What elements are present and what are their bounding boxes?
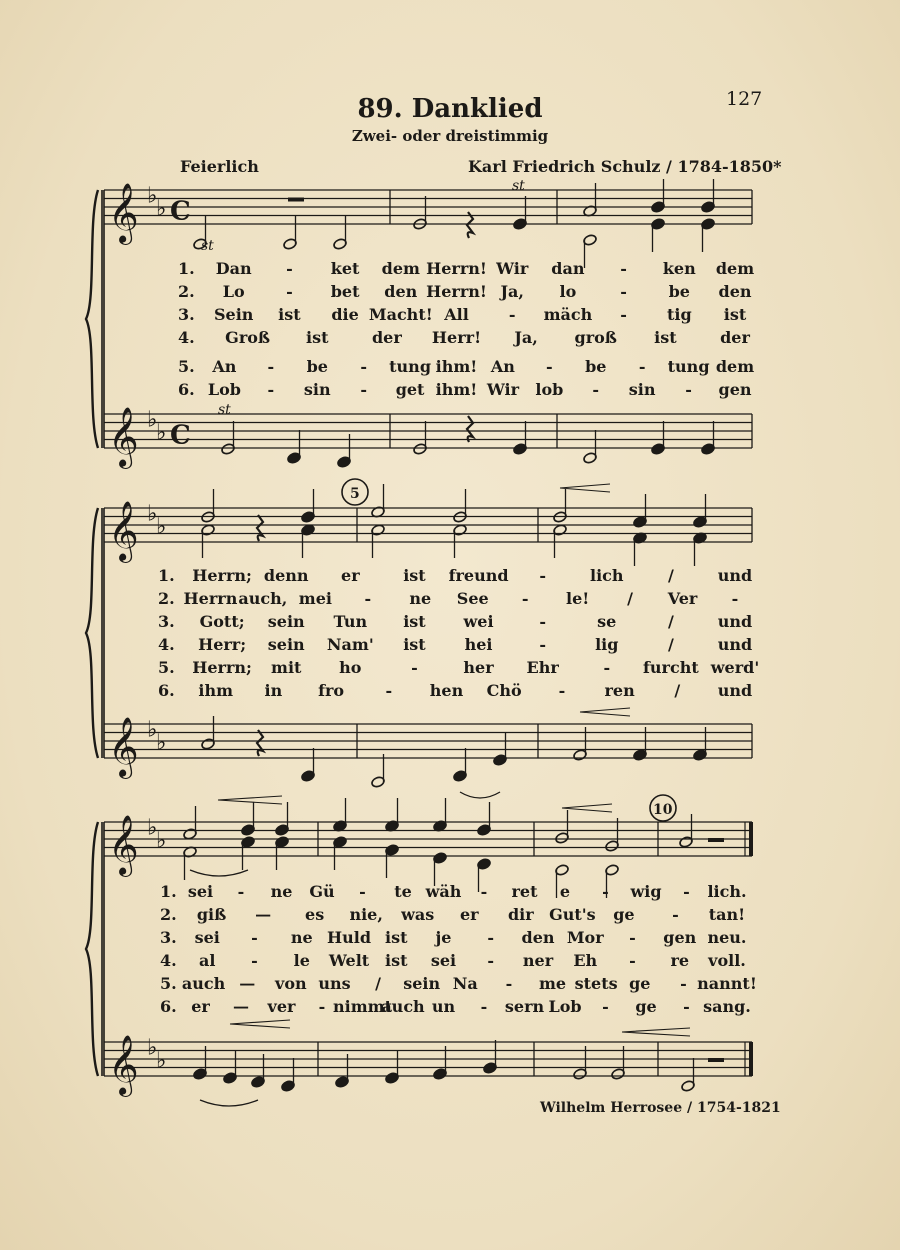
lyric-syllable: — [239,974,256,993]
lyric-syllable: wig [630,882,662,901]
lyric-syllable: ren [604,681,635,700]
verse-number: 2. [160,905,177,924]
lyric-syllable: sein [267,635,305,654]
lyric-syllable: und [717,566,753,585]
lyric-syllable: Lo [222,282,245,301]
verse-number: 2. [178,282,195,301]
lyric-syllable: lo [559,282,577,301]
hairpin [218,796,282,804]
lyric-syllable: Herr! [431,328,482,347]
lyric-syllable: - [620,259,627,278]
system-brace [86,822,98,1076]
lyric-syllable: er [459,905,479,924]
lyric-syllable: ist [278,305,301,324]
lyric-syllable: werd' [710,658,760,677]
lyric-syllable: - [508,305,516,324]
lyric-syllable: es [305,905,325,924]
lyric-syllable: Lob [207,380,241,399]
lyric-syllable: sei [430,951,457,970]
lyric-syllable: lob [535,380,564,399]
lyric-syllable: An [212,357,237,376]
lyric-syllable: / [667,635,674,654]
lyric-syllable: - [364,589,372,608]
lyric-syllable: er [341,566,360,585]
lyric-syllable: wäh [425,882,462,901]
song-title: 89. Danklied [357,94,543,124]
lyric-syllable: - [629,928,636,947]
lyric-syllable: dir [507,905,534,924]
key-flat: ♭ [156,1048,167,1074]
lyric-syllable: - [267,357,275,376]
lyric-syllable: Sein [213,305,254,324]
slur [460,792,500,798]
lyric-syllable: der [371,328,402,347]
slur [200,1100,258,1106]
lyric-syllable: Dan [215,259,252,278]
lyric-syllable: ret [511,882,538,901]
lyric-syllable: ne [270,882,293,901]
lyric-syllable: / [667,612,674,631]
lyric-syllable: - [359,882,366,901]
lyric-syllable: ist [723,305,747,324]
lyric-syllable: - [237,882,245,901]
st-mark-3: st [218,402,231,418]
verse-number: 5. [160,974,177,993]
lyric-syllable: tung [667,357,710,376]
lyric-syllable: sang. [703,997,751,1016]
treble-clef: 𝄞 [108,407,139,467]
key-flat: ♭ [147,1035,158,1061]
lyric-syllable: - [620,282,627,301]
lyric-syllable: - [480,997,488,1016]
lyric-syllable: sei [187,882,214,901]
lyric-syllable: bet [330,282,360,301]
lyric-syllable: der [720,328,750,347]
half-rest [708,838,724,842]
lyric-syllable: uns [318,974,351,993]
key-flat: ♭ [156,514,167,540]
treble-clef: 𝄞 [108,1035,139,1095]
verse-number: 4. [158,635,175,654]
lyric-syllable: Ver [667,589,698,608]
lyric-syllable: - [521,589,529,608]
lyric-syllable: Welt [328,951,370,970]
lyric-syllable: - [680,974,687,993]
st-mark-2: st [512,178,525,194]
lyric-syllable: ist [385,951,408,970]
whole-rest [288,198,304,202]
lyric-syllable: groß [574,328,617,347]
verse-number: 4. [160,951,177,970]
lyric-syllable: ihm [198,681,234,700]
lyric-syllable: be [668,282,690,301]
lyric-syllable: - [539,612,546,631]
lyric-syllable: - [318,997,326,1016]
lyric-syllable: Chö [486,681,522,700]
measure-number-5: 5 [350,486,360,502]
lyric-syllable: ver [267,997,296,1016]
system-brace [86,190,98,448]
lyric-syllable: Tun [333,612,368,631]
lyric-syllable: Mor [566,928,604,947]
verse-number: 3. [160,928,177,947]
lyric-syllable: und [717,612,753,631]
system-brace [86,508,98,758]
lyric-syllable: - [267,380,275,399]
lyric-syllable: - [505,974,513,993]
verse-number: 3. [158,612,175,631]
lyric-syllable: nannt! [697,974,757,993]
lyric-syllable: den [384,282,418,301]
verse-number: 6. [158,681,175,700]
lyric-syllable: Ja, [500,282,524,301]
lyric-syllable: freund [448,566,509,585]
lyric-syllable: - [286,259,293,278]
lyric-syllable: - [672,905,679,924]
lyric-syllable: Gut's [549,905,596,924]
lyric-syllable: Herrn! [426,259,487,278]
lyric-syllable: ist [403,566,426,585]
lyric-syllable: lig [595,635,619,654]
lyric-syllable: Herrn [183,589,238,608]
lyric-syllable: - [480,882,488,901]
lyric-syllable: re [670,951,690,970]
lyric-syllable: An [490,357,515,376]
lyric-syllable: Gü [309,882,335,901]
verse-number: 3. [178,305,195,324]
lyric-syllable: - [251,928,258,947]
lyric-syllable: von [275,974,307,993]
lyric-syllable: hen [429,681,464,700]
lyric-syllable: See [456,589,489,608]
lyric-syllable: tung [389,357,432,376]
key-flat: ♭ [156,730,167,756]
time-signature: C [170,420,191,451]
lyric-syllable: Ehr [526,658,559,677]
hairpin [622,1028,690,1036]
lyric-syllable: Wir [486,380,520,399]
hairpin [560,484,610,492]
lyric-syllable: - [411,658,418,677]
lyric-syllable: her [463,658,494,677]
quarter-rest [257,730,263,756]
lyric-syllable: - [602,997,609,1016]
lyric-syllable: nie, [349,905,383,924]
lyric-syllable: ist [403,612,426,631]
lyric-syllable: - [385,681,393,700]
lyric-syllable: wei [463,612,494,631]
lyric-syllable: Lob [548,997,582,1016]
treble-clef: 𝄞 [108,501,139,561]
lyric-syllable: Herrn; [192,658,252,677]
lyric-syllable: ist [654,328,677,347]
treble-clef: 𝄞 [108,717,139,777]
lyric-syllable: All [444,305,469,324]
lyric-syllable: / [674,681,681,700]
lyric-syllable: Groß [225,328,271,347]
key-flat: ♭ [147,717,158,743]
lyric-syllable: tig [666,305,692,324]
st-mark-1: st [201,238,214,254]
verse-number: 1. [178,259,195,278]
lyric-syllable: ihm! [435,380,478,399]
lyric-syllable: sern [504,997,545,1016]
lyric-syllable: Eh [573,951,598,970]
lyric-syllable: - [558,681,566,700]
treble-clef: 𝄞 [108,815,139,875]
lyric-syllable: sein [267,612,305,631]
lyric-syllable: und [717,635,753,654]
lyric-syllable: / [375,974,381,993]
hairpin [230,1020,290,1028]
lyric-syllable: und [717,681,753,700]
lyric-syllable: - [286,282,293,301]
lyric-syllable: mei [298,589,332,608]
lyricist-credit: Wilhelm Herrosee / 1754-1821 [540,1100,781,1116]
measure-number-10: 10 [653,802,673,818]
verse-number: 5. [158,658,175,677]
lyric-syllable: — [255,905,272,924]
lyric-syllable: - [487,928,495,947]
lyric-syllable: sei [194,928,220,947]
lyric-syllable: ihm! [435,357,478,376]
lyric-syllable: sin [628,380,656,399]
lyric-syllable: ho [339,658,362,677]
lyric-syllable: Herr; [198,635,247,654]
lyric-syllable: Ja, [514,328,538,347]
lyric-syllable: / [667,566,674,585]
lyric-syllable: in [264,681,283,700]
lyric-syllable: — [233,997,249,1016]
lyric-syllable: voll. [708,951,746,970]
lyric-syllable: lich [590,566,624,585]
page-number: 127 [726,88,763,110]
lyric-syllable: lich. [707,882,747,901]
lyric-syllable: fro [318,681,345,700]
lyric-syllable: ge [635,997,657,1016]
lyric-syllable: - [683,997,690,1016]
lyric-syllable: dem [381,259,420,278]
lyric-syllable: hei [464,635,493,654]
lyric-syllable: le! [565,589,590,608]
lyric-syllable: ne [409,589,432,608]
hairpin [562,804,612,812]
lyric-syllable: er [191,997,210,1016]
lyric-syllable: un [431,997,456,1016]
lyric-syllable: ner [522,951,554,970]
lyric-syllable: se [597,612,617,631]
lyric-syllable: me [538,974,567,993]
lyric-syllable: dan [551,259,585,278]
lyric-syllable: dem [715,357,755,376]
lyric-syllable: - [731,589,739,608]
key-flat: ♭ [156,196,167,222]
lyric-syllable: - [638,357,646,376]
song-subtitle: Zwei- oder dreistimmig [351,127,549,145]
lyric-syllable: be [306,357,328,376]
verse-number: 5. [178,357,195,376]
lyric-syllable: je [435,928,452,947]
verse-number: 6. [160,997,177,1016]
lyric-syllable: - [546,357,553,376]
lyric-syllable: ket [330,259,360,278]
lyric-syllable: - [683,882,690,901]
lyric-syllable: - [251,951,258,970]
verse-number: 6. [178,380,195,399]
lyric-syllable: - [360,357,367,376]
lyric-syllable: - [360,380,367,399]
lyric-syllable: nimmt [333,997,392,1016]
lyric-syllable: den [718,282,752,301]
lyric-syllable: ge [629,974,651,993]
treble-clef: 𝄞 [108,183,139,243]
lyric-syllable: Wir [496,259,529,278]
hairpin [580,708,630,716]
lyric-syllable: le [293,951,310,970]
lyric-syllable: mäch [543,305,593,324]
lyric-syllable: auch [181,974,226,993]
quarter-rest [467,416,473,442]
verse-number: 1. [158,566,175,585]
lyric-syllable: was [401,905,435,924]
lyric-syllable: die [331,305,359,324]
lyric-syllable: ist [385,928,408,947]
lyric-syllable: auch, [238,589,288,608]
time-signature: C [170,196,191,227]
tempo-marking: Feierlich [180,157,259,176]
lyric-syllable: be [585,357,607,376]
verse-number: 1. [160,882,177,901]
lyric-syllable: dem [715,259,755,278]
lyric-syllable: Herrn! [426,282,487,301]
lyric-syllable: Macht! [368,305,433,324]
lyric-syllable: - [620,305,627,324]
lyric-syllable: gen [663,928,697,947]
lyric-syllable: - [603,658,611,677]
key-flat: ♭ [147,815,158,841]
lyric-syllable: - [592,380,600,399]
lyric-syllable: auch [381,997,425,1016]
lyric-syllable: - [602,882,609,901]
lyric-syllable: mit [271,658,302,677]
lyric-syllable: / [627,589,634,608]
lyric-syllable: Gott; [199,612,245,631]
half-rest [708,1058,724,1062]
lyric-syllable: - [539,635,546,654]
quarter-rest [257,515,263,541]
lyric-syllable: ist [306,328,329,347]
lyric-syllable: - [487,951,495,970]
lyric-syllable: e [559,882,571,901]
lyric-syllable: Na [452,974,478,993]
verse-number: 4. [178,328,195,347]
lyric-syllable: ge [613,905,635,924]
lyric-syllable: Nam' [326,635,374,654]
key-flat: ♭ [147,407,158,433]
lyric-syllable: stets [574,974,618,993]
lyric-syllable: - [539,566,546,585]
lyric-syllable: sin [303,380,331,399]
slur [190,870,248,876]
key-flat: ♭ [156,420,167,446]
lyric-syllable: ken [662,259,696,278]
lyric-syllable: ne [290,928,313,947]
key-flat: ♭ [147,183,158,209]
lyric-syllable: ist [403,635,426,654]
lyric-syllable: tan! [708,905,746,924]
lyric-syllable: te [394,882,412,901]
lyric-syllable: - [629,951,636,970]
lyrics-layer [158,259,759,1016]
key-flat: ♭ [147,501,158,527]
lyric-syllable: neu. [707,928,747,947]
lyric-syllable: denn [263,566,309,585]
lyric-syllable: sein [403,974,441,993]
lyric-syllable: get [395,380,425,399]
lyric-syllable: al [199,951,216,970]
lyric-syllable: gen [718,380,752,399]
composer-credit: Karl Friedrich Schulz / 1784-1850* [468,157,782,176]
key-flat: ♭ [156,828,167,854]
verse-number: 2. [158,589,175,608]
lyric-syllable: den [521,928,555,947]
lyric-syllable: Herrn; [192,566,252,585]
lyric-syllable: Huld [326,928,372,947]
lyric-syllable: giß [196,905,227,924]
lyric-syllable: furcht [643,658,699,677]
lyric-syllable: - [685,380,692,399]
